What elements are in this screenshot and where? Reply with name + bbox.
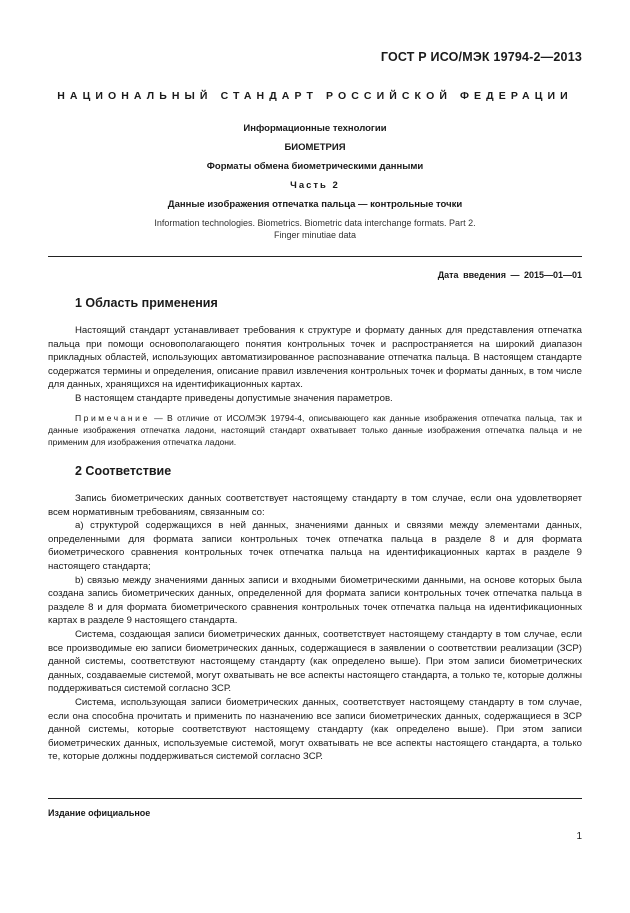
list-item: а) структурой содержащихся в ней данных, значениями данных и связями между элементами данных, определенными для формата записи контрольных точек отпечатка пальца в разделе 8 и для формата биометрического сравнения контрольных точек отпечатка пальца на идентификационных картах в разделе 9 настоящего стандарта; [48, 520, 582, 572]
section-2-body [48, 492, 582, 764]
paragraph: Система, создающая записи биометрических данных, соответствует настоящему стандарту в том случае, если все производимые ею записи биометрических данных, содержащиеся в заявлении о соответствии реализации (ЗСР) данной системы, соответствуют настоящему стандарту (как определено выше). При этом записи биометрических данных, создаваемые системой, могут охватывать не все аспекты настоящего стандарта, а только те, которые должны поддерживаться системой согласно ЗСР. [48, 628, 582, 695]
list-item: b) связью между значениями данных записи и входными биометрическими данными, на основе которых была создана запись биометрических данных, определенной для формата записи контрольных точек отпечатка пальца в разделе 8 и для формата биометрического сравнения контрольных точек отпечатка пальца на идентификационных картах в разделе 9 настоящего стандарта. [48, 574, 582, 627]
introduction-date: Дата введения — 2015—01—01 [437, 270, 582, 280]
title-line-1: Информационные технологии [243, 123, 387, 134]
section-1-heading: 1 Область применения [75, 296, 218, 310]
title-line-2: БИОМЕТРИЯ [284, 142, 346, 153]
bottom-divider [48, 798, 582, 799]
document-code: ГОСТ Р ИСО/МЭК 19794-2—2013 [380, 50, 582, 64]
paragraph: Запись биометрических данных соответствует настоящему стандарту в том случае, если она удовлетворяет всем нормативным требованиям, связанным со: [48, 493, 582, 518]
note-label: Примечание [75, 413, 150, 423]
english-title-line-1: Information technologies. Biometrics. Biometric data interchange formats. Part 2. [154, 218, 476, 228]
top-divider [48, 256, 582, 257]
title-subtitle: Данные изображения отпечатка пальца — контрольные точки [167, 199, 463, 210]
title-part: Часть 2 [290, 180, 340, 191]
paragraph: В настоящем стандарте приведены допустимые значения параметров. [75, 392, 393, 404]
paragraph: Настоящий стандарт устанавливает требования к структуре и формату данных для представления отпечатка пальца при помощи основополагающего понятия контрольных точек и распространяется на широкий диапазон прикладных областей, использующих автоматизированное распознавание отпечатка пальца. В настоящем стандарте содержатся термины и определения, описание правил извлечения контрольных точек и форматы данных, в том числе для данных, хранящихся на идентификационных картах. [48, 325, 582, 391]
paragraph: Система, использующая записи биометрических данных, соответствует настоящему стандарту в том случае, если она способна прочитать и применить по назначению все записи биометрических данных, содержащиеся в ЗСР данной системы, которые соответствуют настоящему стандарту (как определено выше). При этом записи биометрических данных, используемые системой, могут охватывать не все аспекты настоящего стандарта, а только те, которые должны поддерживаться системой согласно ЗСР. [48, 696, 582, 763]
section-2-heading: 2 Соответствие [75, 464, 172, 478]
national-standard-banner: НАЦИОНАЛЬНЫЙ СТАНДАРТ РОССИЙСКОЙ ФЕДЕРАЦИИ [57, 90, 573, 102]
note [48, 412, 582, 449]
english-title-line-2: Finger minutiae data [273, 230, 357, 240]
note-text: — В отличие от ИСО/МЭК 19794-4, описывающего как данные изображения отпечатка пальца, так и данные изображения отпечатка ладони, настоящий стандарт охватывает только данные изображения отпечатка пальца и не применим для изображения отпечатка ладони. [48, 413, 582, 448]
page-number: 1 [576, 831, 582, 842]
title-line-3: Форматы обмена биометрическими данными [206, 161, 424, 172]
section-1-body [48, 324, 582, 406]
edition-label: Издание официальное [48, 808, 151, 818]
title-block [48, 122, 582, 241]
